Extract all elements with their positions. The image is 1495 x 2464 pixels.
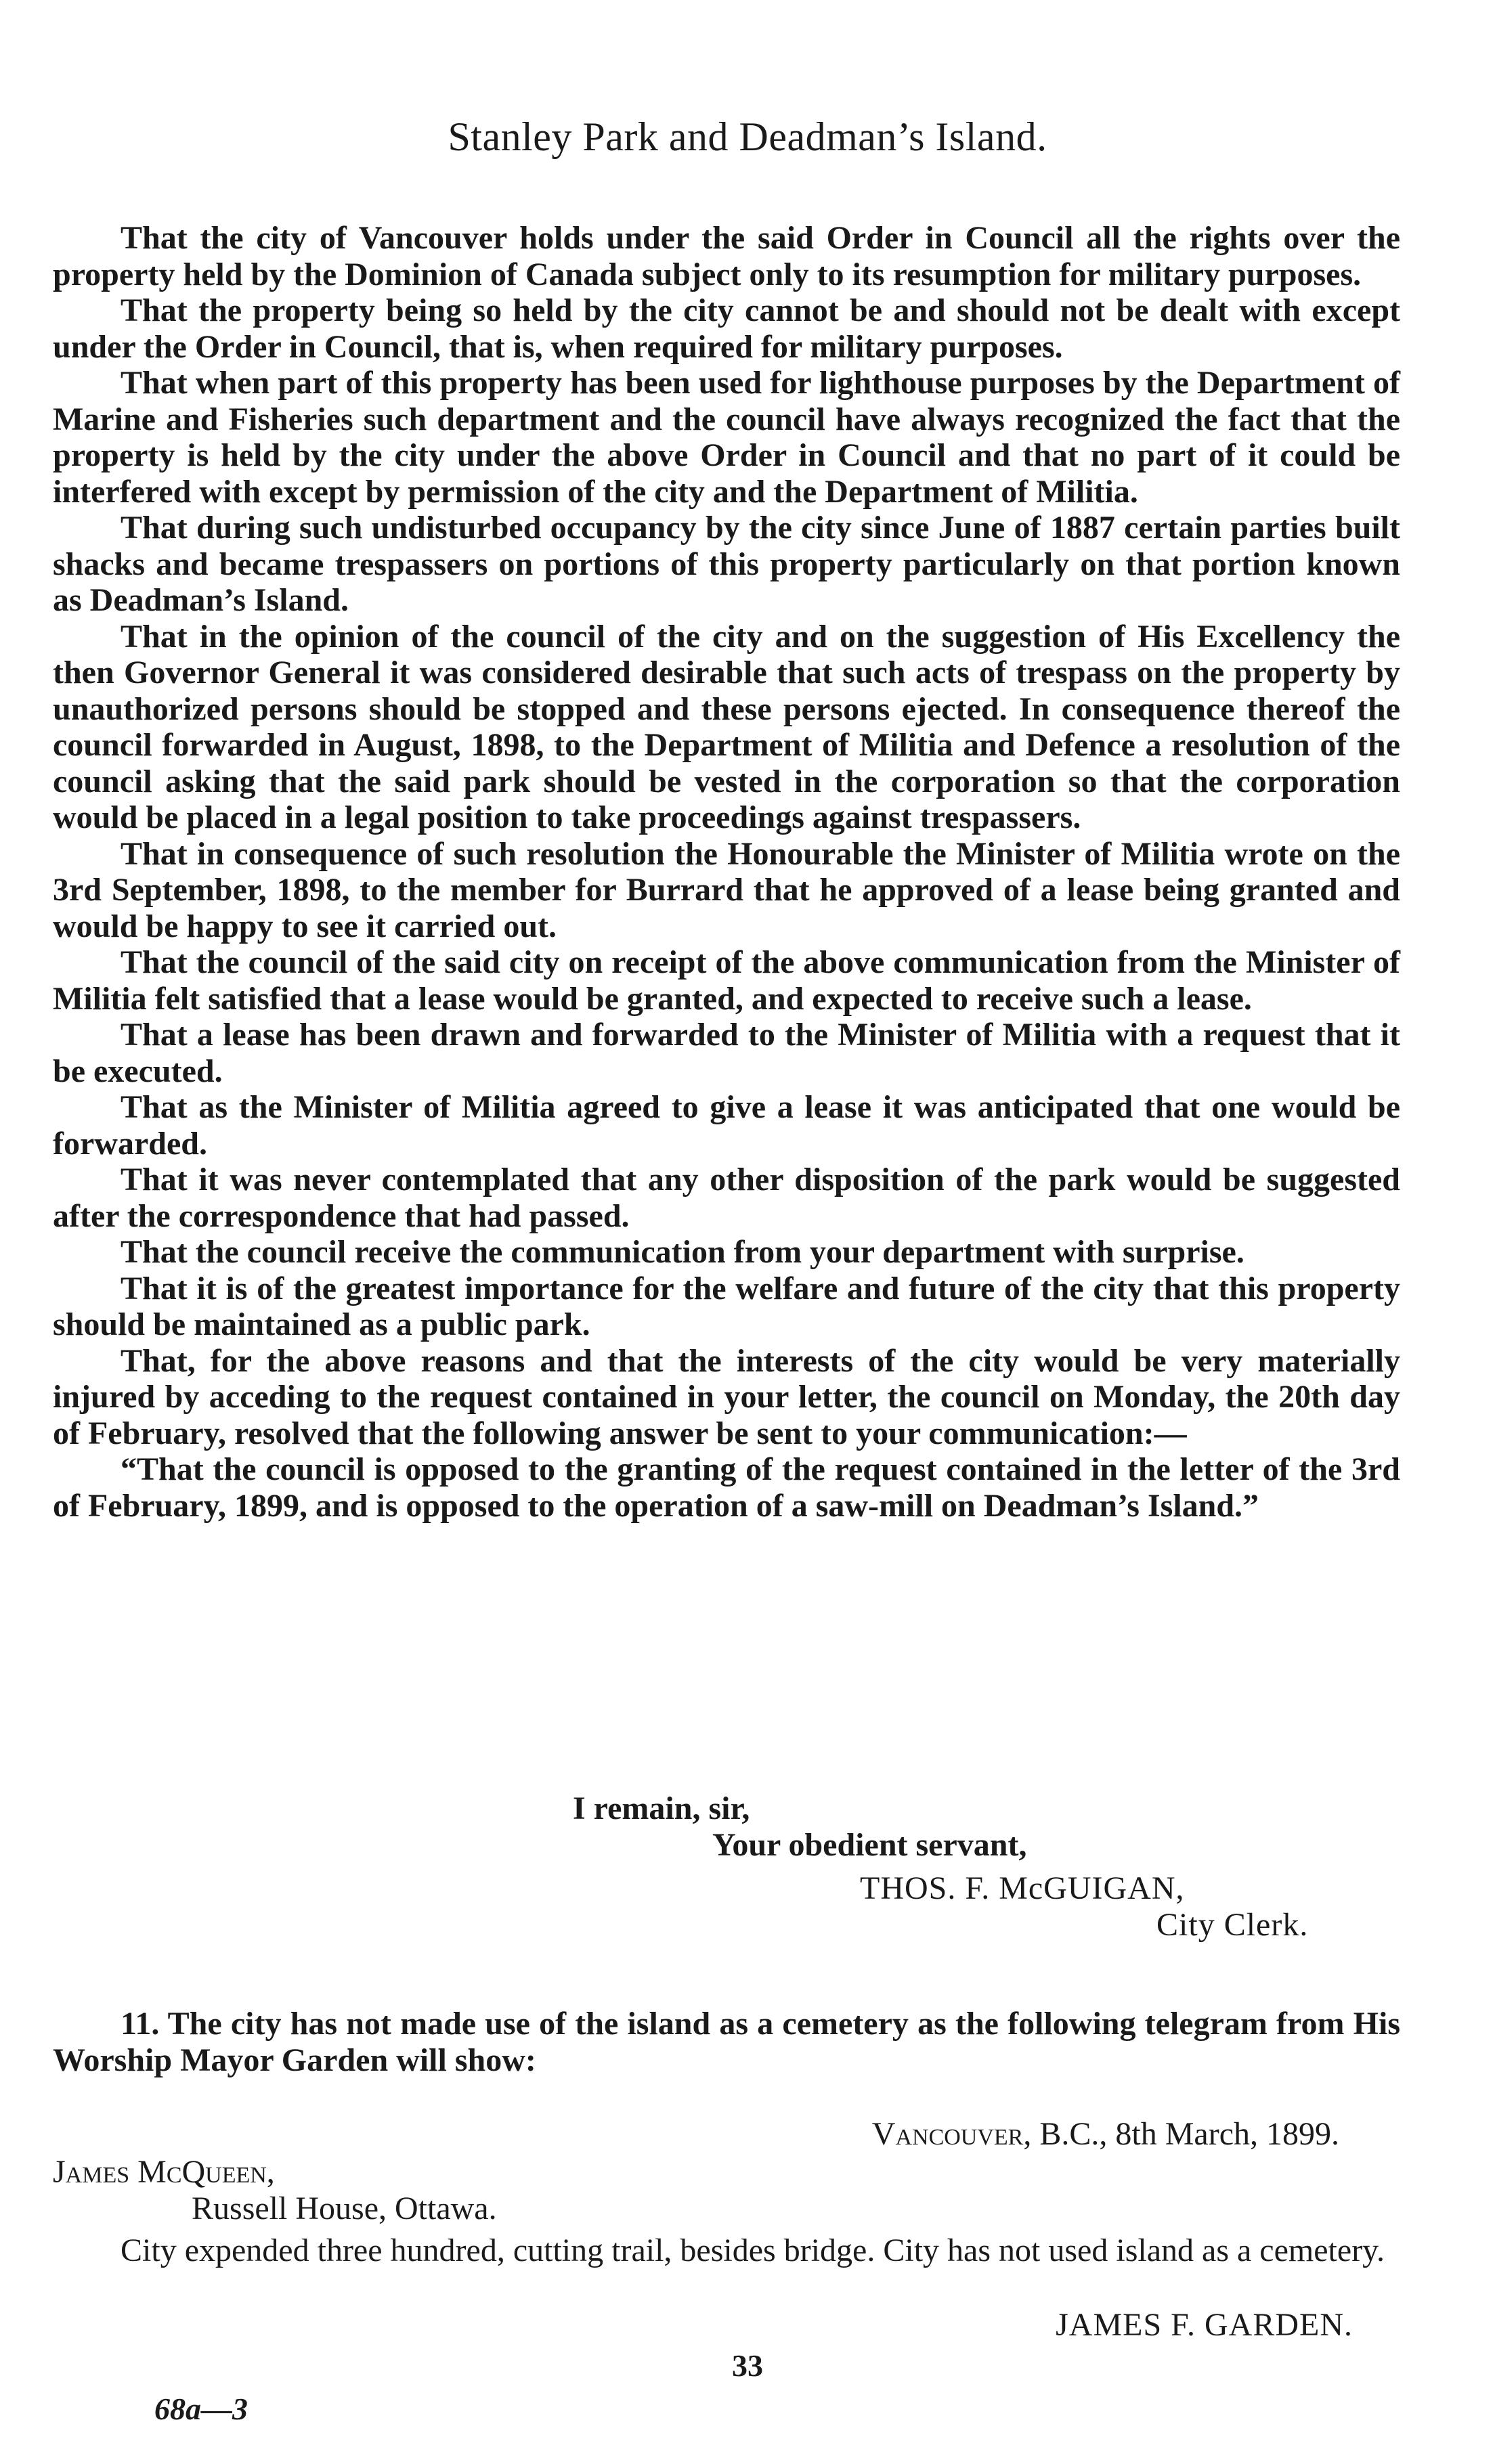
paragraph: That the city of Vancouver holds under the said Order in Council all the rights over the property held by the Dominion of Canada subject only to its resumption for military purposes.	[53, 220, 1400, 292]
telegram-text: City expended three hundred, cutting trail, besides bridge. City has not used island as a cemetery.	[121, 2232, 1385, 2268]
paragraph: That the council receive the communication from your department with surprise.	[121, 1234, 1244, 1270]
telegram-addressee	[53, 2154, 497, 2227]
quoted-resolution: “That the council is opposed to the granting of the request contained in the letter of the 3rd of February, 1899, and is opposed to the operation of a saw-mill on Deadman’s Island.”	[53, 1451, 1400, 1524]
paragraph: That it is of the greatest importance for the welfare and future of the city that this property should be maintained as a public park.	[53, 1270, 1400, 1342]
paragraph: That when part of this property has been used for lighthouse purposes by the Department of Marine and Fisheries such department and the council have always recognized the fact that the property is held by the city under the above Order in Council and that no part of it could be interfered with except by permission of the city and the Department of Militia.	[53, 365, 1400, 510]
sheet-mark: 68a—3	[154, 2392, 248, 2426]
item-11-text: 11. The city has not made use of the island as a cemetery as the following telegram from His Worship Mayor Garden will show:	[53, 2006, 1400, 2078]
page-number: 33	[732, 2348, 763, 2383]
paragraph: That in the opinion of the council of the city and on the suggestion of His Excellency the then Governor General it was considered desirable that such acts of trespass on the property by unauthorized persons should be stopped and these persons ejected. In consequence thereof the council forwarded in August, 1898, to the Department of Militia and Defence a resolution of the council asking that the said park should be vested in the corporation so that the corporation would be placed in a legal position to take proceedings against trespassers.	[53, 618, 1400, 835]
paragraph: That a lease has been drawn and forwarded to the Minister of Militia with a request that it be executed.	[53, 1017, 1400, 1089]
telegram-dateline	[872, 2115, 1339, 2153]
closing-line: I remain, sir,	[573, 1790, 750, 1826]
telegram-place: Vancouver	[871, 2116, 1024, 2152]
paragraph: That it was never contemplated that any other disposition of the park would be suggested after the correspondence that had passed.	[53, 1162, 1400, 1234]
telegram-signature: JAMES F. GARDEN.	[1056, 2307, 1353, 2343]
signatory-name: THOS. F. McGUIGAN,	[860, 1870, 1185, 1906]
signatory-title: City Clerk.	[1156, 1907, 1309, 1943]
paragraph: That, for the above reasons and that the interests of the city would be very materially injured by acceding to the request contained in your letter, the council on Monday, the 20th day of February, resolved that the following answer be sent to your communication:—	[53, 1342, 1400, 1451]
telegram-body	[53, 2232, 1400, 2269]
paragraph: That in consequence of such resolution the Honourable the Minister of Militia wrote on the 3rd September, 1898, to the member for Burrard that he approved of a lease being granted and would be happy to see it carried out.	[53, 835, 1400, 944]
paragraph: That the property being so held by the city cannot be and should not be dealt with except under the Order in Council, that is, when required for military purposes.	[53, 292, 1400, 365]
letter-body	[53, 220, 1400, 1524]
paragraph: That the council of the said city on receipt of the above communication from the Minister of Militia felt satisfied that a lease would be granted, and expected to receive such a lease.	[53, 944, 1400, 1017]
page-title: Stanley Park and Deadman’s Island.	[448, 114, 1047, 159]
closing-line: Your obedient servant,	[712, 1827, 1027, 1863]
addressee-name: James McQueen,	[53, 2154, 275, 2190]
addressee-place: Russell House, Ottawa.	[192, 2191, 497, 2226]
item-11	[53, 2006, 1400, 2078]
paragraph: That as the Minister of Militia agreed to give a lease it was anticipated that one would be forwarded.	[53, 1089, 1400, 1162]
paragraph: That during such undisturbed occupancy by the city since June of 1887 certain parties built shacks and became trespassers on portions of this property particularly on that portion known as Deadman’s Island.	[53, 510, 1400, 618]
telegram-date: , B.C., 8th March, 1899.	[1023, 2116, 1339, 2152]
